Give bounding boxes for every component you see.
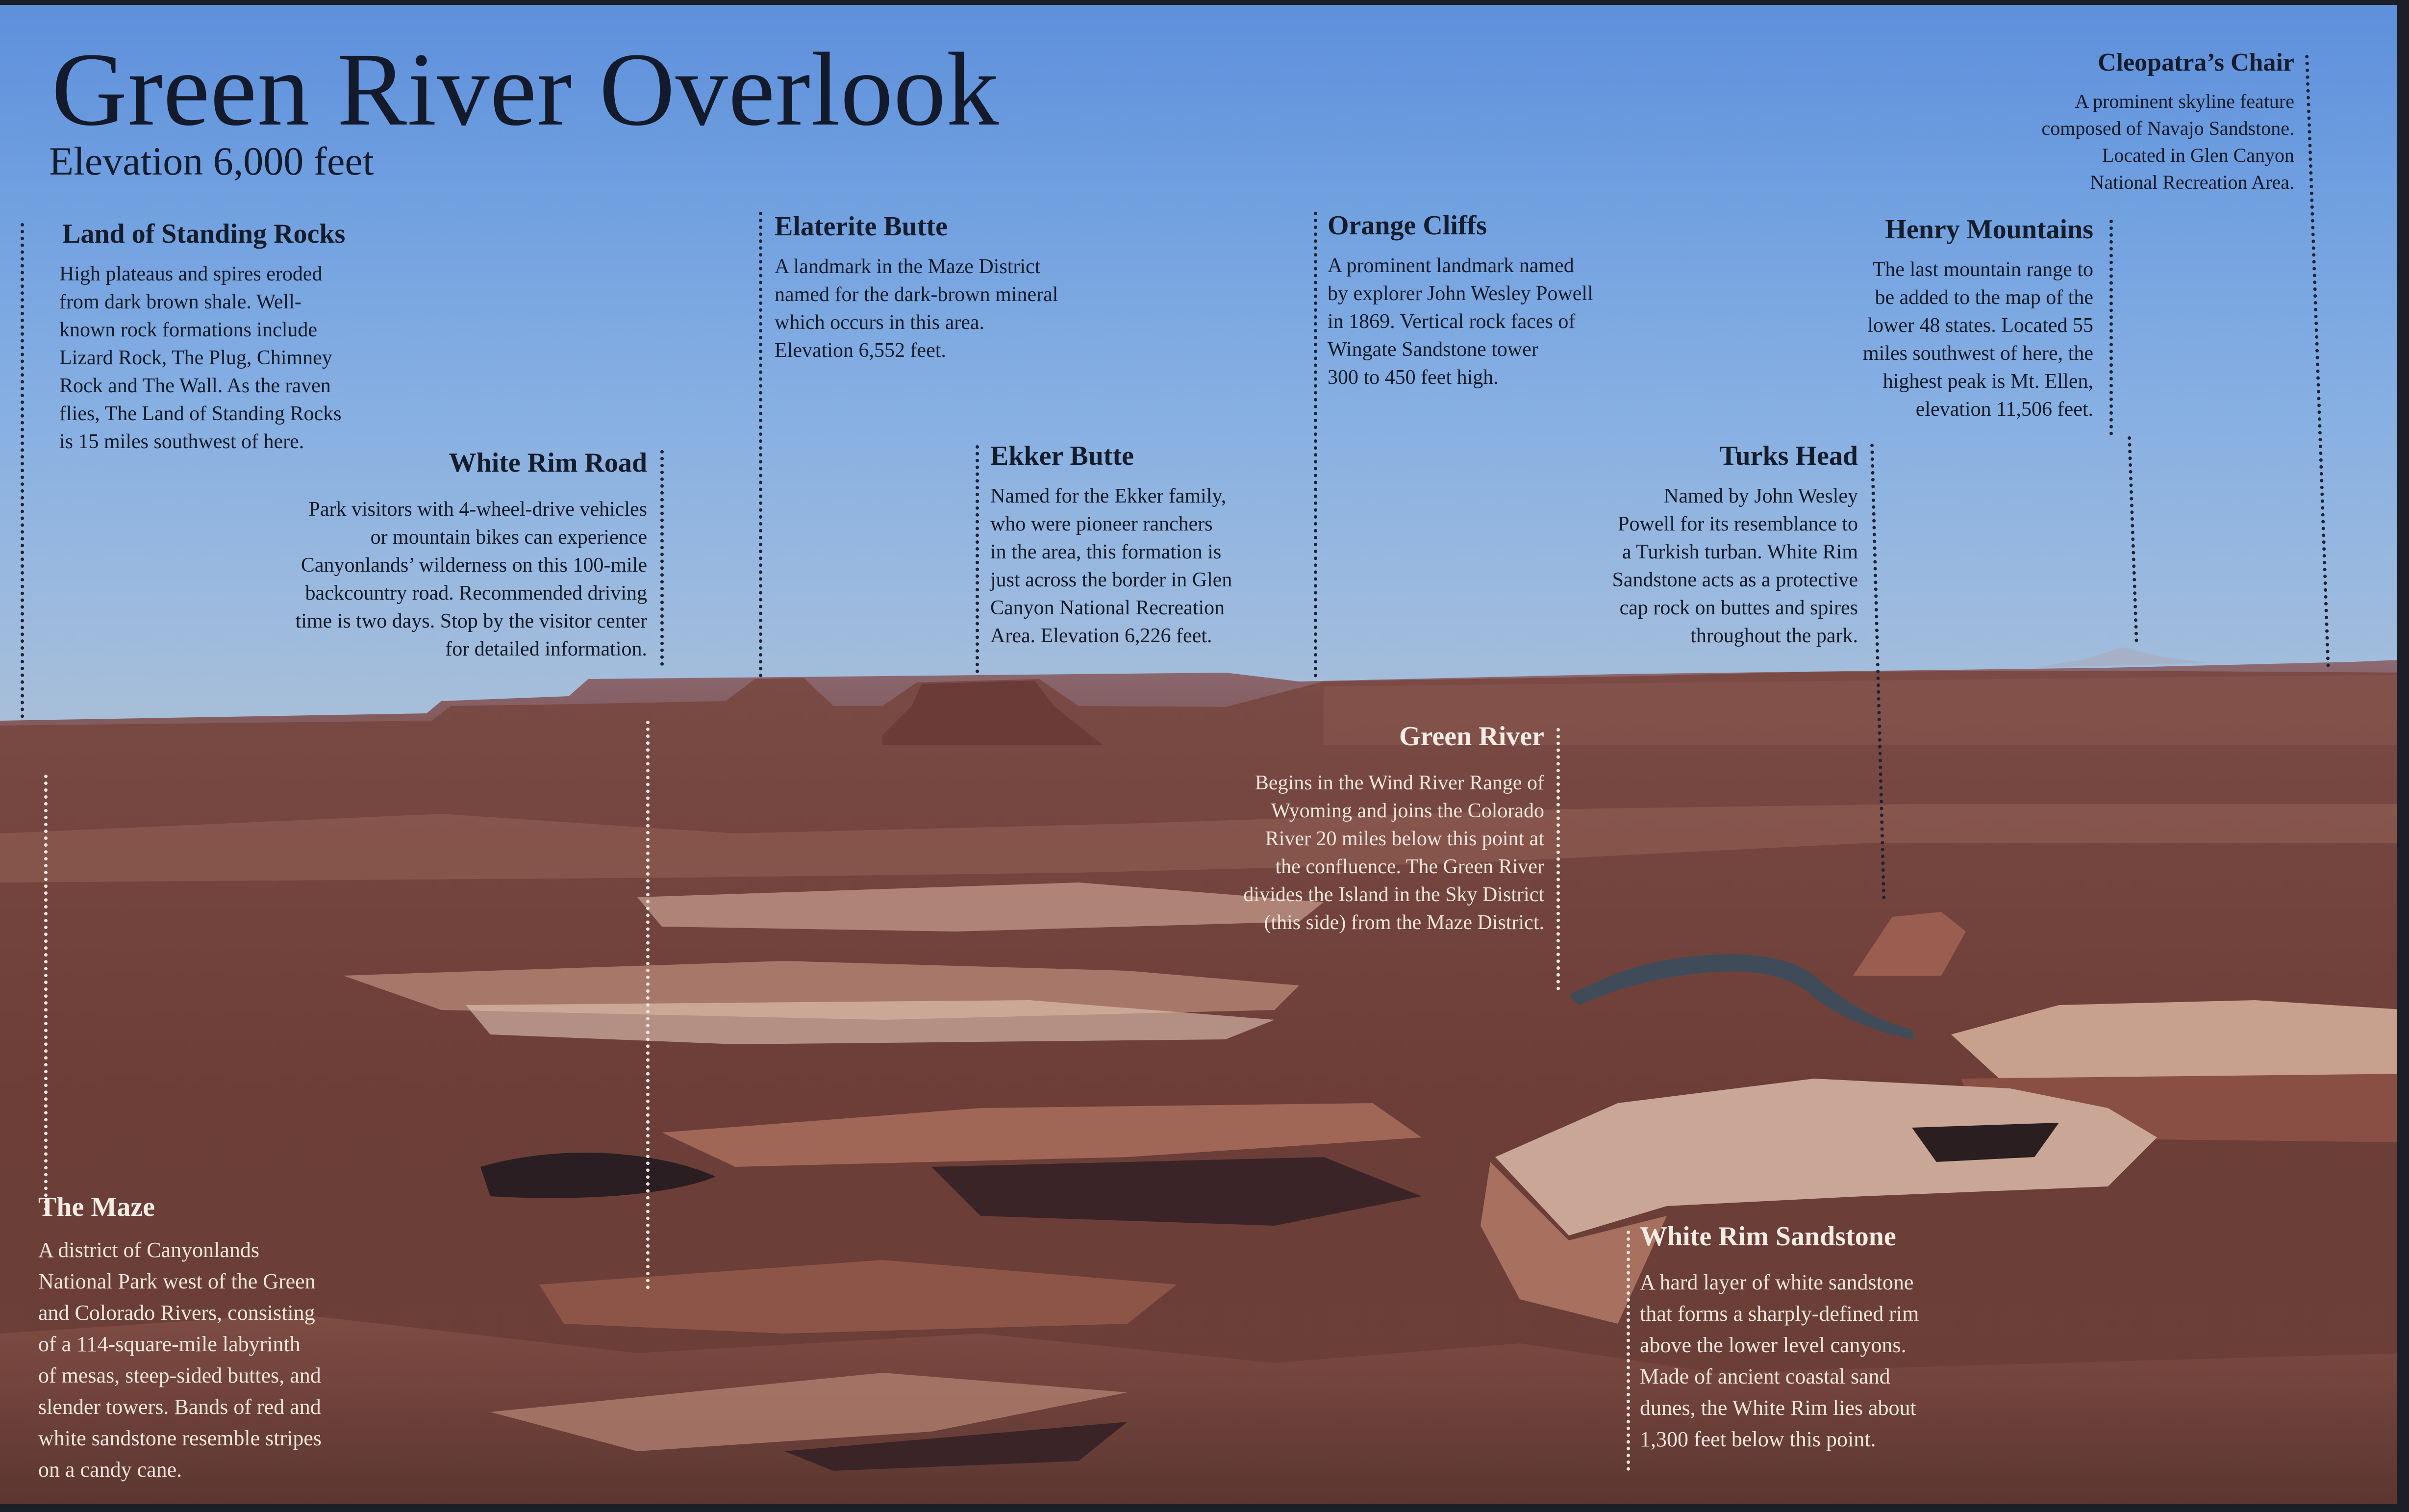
orange-cliffs-text: A prominent landmark named by explorer John Wesley Powell in 1869. Vertical rock faces of Wingate Sandstone tower 300 to 450 feet high.: [1328, 254, 1593, 389]
green-river-label: [1157, 721, 1544, 937]
ekker-butte-title: Ekker Butte: [990, 441, 1134, 471]
green-river-title: Green River: [1399, 721, 1544, 752]
elevation-subtitle: Elevation 6,000 feet: [49, 139, 374, 183]
henry-mountains-label: [1765, 214, 2093, 424]
leader-henry-mountains: [2109, 220, 2113, 435]
cleopatras-chair-label: [1956, 48, 2294, 196]
henry-mountains-title: Henry Mountains: [1885, 214, 2093, 245]
white-rim-road-title: White Rim Road: [449, 448, 647, 478]
cleopatras-chair-title: Cleopatra’s Chair: [2097, 49, 2294, 76]
henry-mountains-text: The last mountain range to be added to the map of the lower 48 states. Located 55 miles southwest of here, the highest peak is Mt. Ellen, elevation 11,506 feet.: [1862, 258, 2093, 421]
land-of-standing-rocks-text: High plateaus and spires eroded from dark brown shale. Well- known rock formations include Lizard Rock, The Plug, Chimney Rock and The Wall. As the raven flies, The Land of Standing Rocks is 15 miles southwest of here.: [59, 263, 342, 453]
leader-land-of-standing-rocks: [21, 223, 24, 718]
orange-cliffs-label: [1328, 210, 1681, 392]
frame-right: [2397, 0, 2409, 1512]
the-maze-label: [38, 1191, 411, 1486]
turks-head-text: Named by John Wesley Powell for its resemblance to a Turkish turban. White Rim Sandstone acts as a protective cap rock on buttes and spires throughout the park.: [1612, 485, 1858, 647]
leader-white-rim-sandstone: [1627, 1231, 1630, 1471]
leader-white-rim-road-lower: [646, 721, 650, 1289]
white-rim-road-text: Park visitors with 4-wheel-drive vehicles or mountain bikes can experience Canyonlands’ wilderness on this 100-mile backcountry road. Recommended driving time is two days. Stop by the visitor center for detailed information.: [295, 498, 647, 660]
white-rim-sandstone-label: [1640, 1221, 2042, 1455]
land-of-standing-rocks-title: Land of Standing Rocks: [62, 219, 346, 249]
leader-elaterite-butte: [759, 212, 762, 678]
land-of-standing-rocks-label: [56, 218, 439, 456]
leader-green-river: [1556, 728, 1560, 990]
frame-top: [0, 0, 2409, 5]
leader-the-maze: [44, 775, 48, 1211]
leader-ekker-butte: [976, 445, 979, 673]
the-maze-text: A district of Canyonlands National Park west of the Green and Colorado Rivers, consisting of a 114-square-mile labyrinth of mesas, steep-sided buttes, and slender towers. Bands of red and white sandstone resemble stripes on a candy cane.: [38, 1238, 322, 1482]
elaterite-butte-text: A landmark in the Maze District named for the dark-brown mineral which occurs in this area. Elevation 6,552 feet.: [775, 255, 1058, 362]
elaterite-butte-title: Elaterite Butte: [775, 211, 948, 242]
elaterite-butte-label: [775, 211, 1128, 365]
green-river-text: Begins in the Wind River Range of Wyoming and joins the Colorado River 20 miles below this point at the confluence. The Green River divides the Island in the Sky District (this side) from the Maze District.: [1243, 772, 1544, 934]
distant-mountains: [2034, 647, 2206, 668]
turks-head-title: Turks Head: [1719, 441, 1858, 471]
frame-bottom: [0, 1504, 2409, 1512]
white-rim-sandstone-text: A hard layer of white sandstone that forms a sharply-defined rim above the lower level canyons. Made of ancient coastal sand dunes, the White Rim lies about 1,300 feet below this point.: [1640, 1270, 1919, 1451]
orange-cliffs-title: Orange Cliffs: [1328, 210, 1487, 241]
the-maze-title: The Maze: [38, 1192, 155, 1222]
ekker-butte-text: Named for the Ekker family, who were pioneer ranchers in the area, this formation is just across the border in Glen Canyon National Recreation Area. Elevation 6,226 feet.: [990, 485, 1232, 647]
white-rim-road-label: [206, 447, 647, 663]
turks-head-label: [1520, 440, 1858, 650]
sign-title: Green River Overlook: [51, 31, 1000, 148]
cleopatras-chair-text: A prominent skyline feature composed of Navajo Sandstone. Located in Glen Canyon National Recreation Area.: [2041, 90, 2294, 193]
leader-white-rim-road: [660, 450, 664, 666]
white-rim-sandstone-title: White Rim Sandstone: [1640, 1221, 1896, 1252]
ekker-butte-label: [990, 440, 1333, 650]
